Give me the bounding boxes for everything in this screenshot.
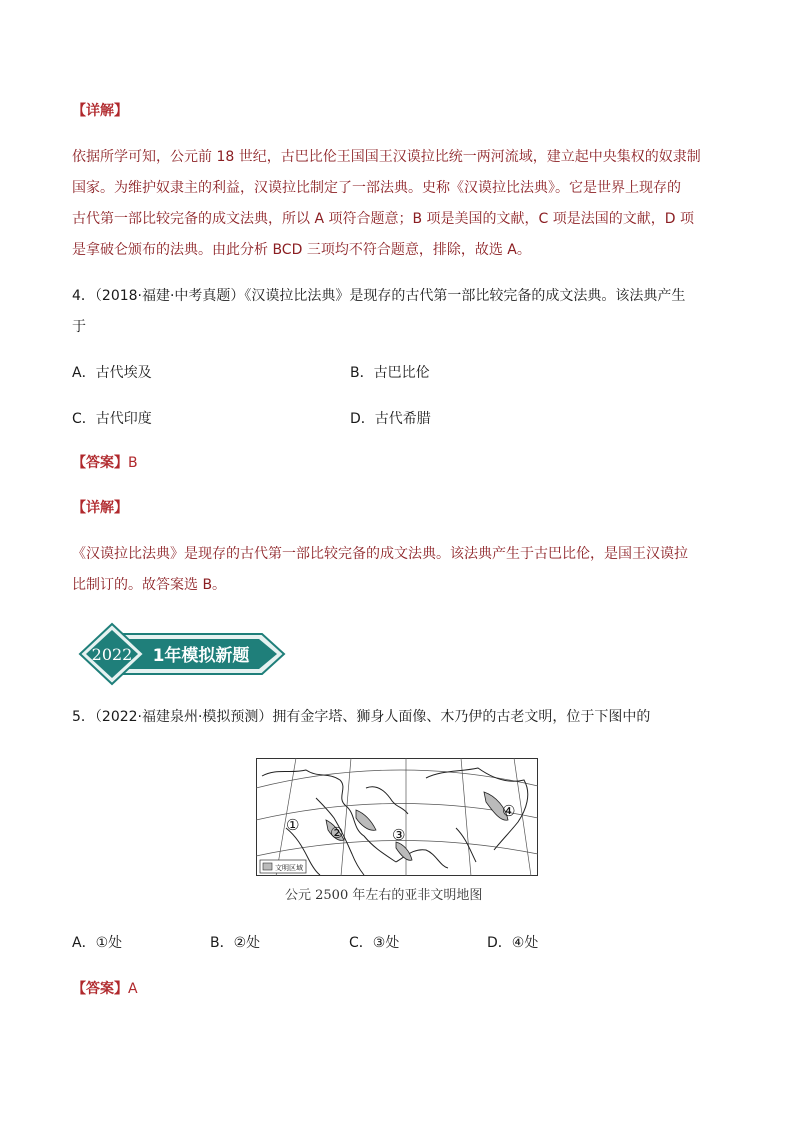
q4-detail-line: 《汉谟拉比法典》是现存的古代第一部比较完备的成文法典。该法典产生于古巴比伦，是国王汉谟拉 [72, 546, 688, 562]
answer-value: B [128, 455, 138, 471]
detail-line: 是拿破仑颁布的法典。由此分析 BCD 三项均不符合题意，排除，故选 A。 [72, 242, 531, 258]
answer-label: 【答案】 [72, 981, 128, 997]
civilization-map [256, 758, 538, 876]
q4-answer [72, 453, 138, 473]
q4-option-c[interactable]: C．古代印度 [72, 411, 152, 427]
q4-detail-heading: 【详解】 [72, 500, 128, 516]
q5-option-d[interactable]: D．④处 [487, 935, 539, 951]
q5-option-c[interactable]: C．③处 [349, 935, 400, 951]
map-graphic [256, 758, 538, 876]
question-4-text: 4．（2018·福建·中考真题）《汉谟拉比法典》是现存的古代第一部比较完备的成文法典。该法典产生 [72, 288, 686, 304]
map-marker-3: ③ [392, 826, 406, 844]
answer-value: A [128, 981, 138, 997]
detail-line: 古代第一部比较完备的成文法典，所以 A 项符合题意；B 项是美国的文献，C 项是法国的文献，D 项 [72, 211, 694, 227]
detail-line: 国家。为维护奴隶主的利益，汉谟拉比制定了一部法典。史称《汉谟拉比法典》。它是世界上现存的 [72, 180, 681, 196]
detail-line: 依据所学可知，公元前 18 世纪，古巴比伦王国国王汉谟拉比统一两河流域，建立起中央集权的奴隶制 [72, 149, 701, 165]
q4-option-d[interactable]: D．古代希腊 [350, 411, 431, 427]
answer-label: 【答案】 [72, 455, 128, 471]
banner-year: 2022 [91, 645, 133, 664]
q4-option-b[interactable]: B．古巴比伦 [350, 365, 430, 381]
q5-option-b[interactable]: B．②处 [210, 935, 261, 951]
map-caption: 公元 2500 年左右的亚非文明地图 [285, 888, 483, 903]
q5-answer [72, 979, 138, 999]
banner-graphic [76, 622, 286, 686]
map-marker-4: ④ [502, 802, 516, 820]
question-5-text: 5．（2022·福建泉州·模拟预测）拥有金字塔、狮身人面像、木乃伊的古老文明，位于下图中的 [72, 709, 651, 725]
map-marker-2: ② [330, 824, 344, 842]
banner-text: 1年模拟新题 [152, 646, 250, 666]
legend-label: 文明区域 [275, 864, 303, 872]
q4-detail-line: 比制订的。故答案选 B。 [72, 577, 227, 593]
q4-option-a[interactable]: A．古代埃及 [72, 365, 152, 381]
detail-heading: 【详解】 [72, 103, 128, 119]
question-4-text-cont: 于 [72, 319, 86, 335]
legend-swatch [263, 863, 272, 870]
q5-option-a[interactable]: A．①处 [72, 935, 123, 951]
section-banner [76, 622, 286, 686]
map-marker-1: ① [286, 816, 300, 834]
